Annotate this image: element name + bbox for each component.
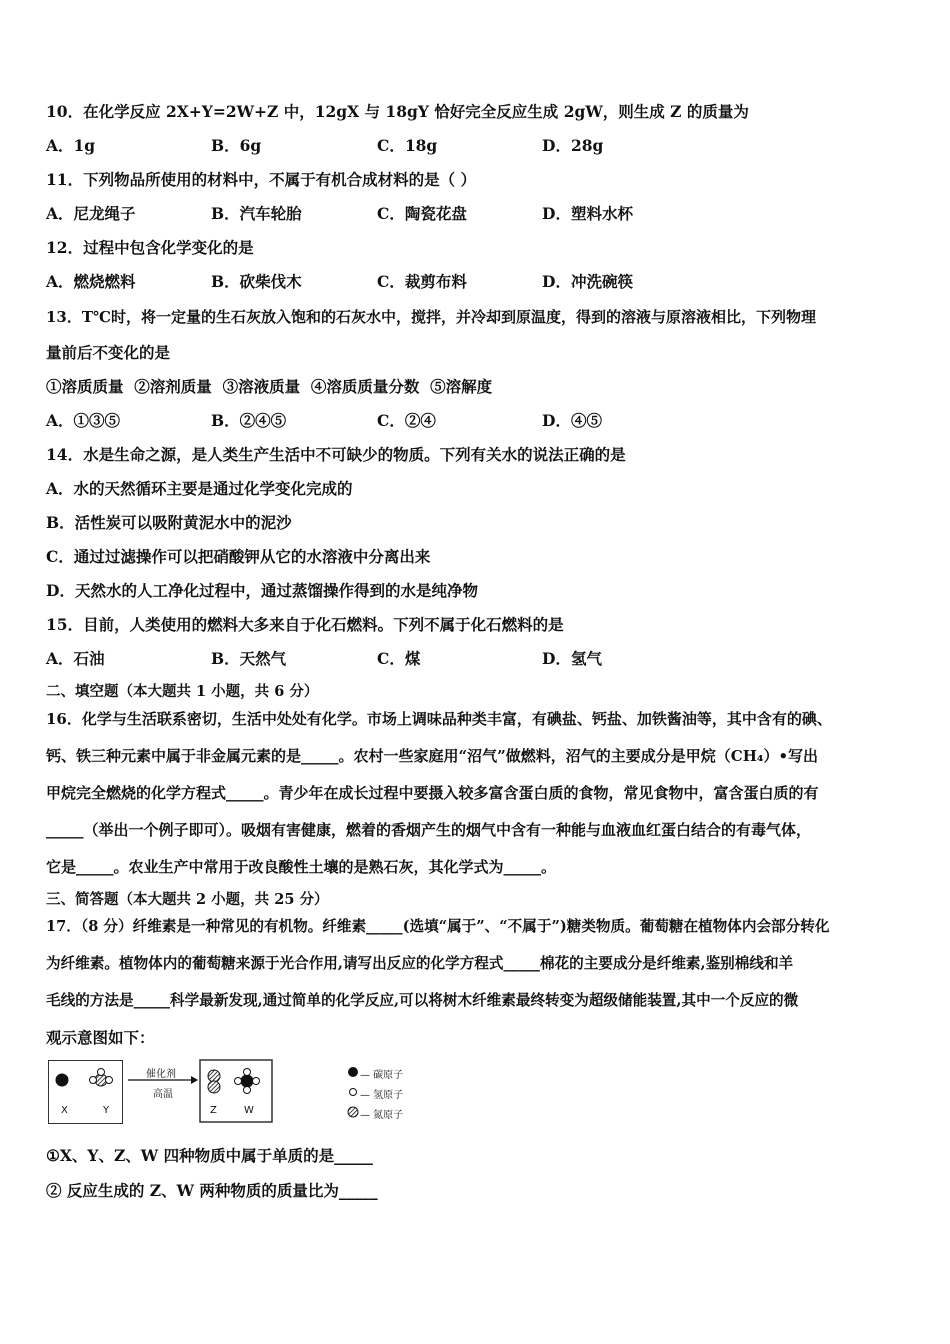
q12-option-c: C．裁剪布料 — [377, 272, 467, 291]
q14-option-a: A．水的天然循环主要是通过化学变化完成的 — [46, 479, 353, 498]
q11-stem: 11．下列物品所使用的材料中，不属于有机合成材料的是（ ） — [46, 170, 476, 189]
q10-stem: 10．在化学反应 2X+Y=2W+Z 中，12gX 与 18gY 恰好完全反应生成 2gW，则生成 Z 的质量为 — [46, 102, 749, 121]
label-y: Y — [103, 1105, 110, 1116]
q13-stem-line1: 13．T℃时，将一定量的生石灰放入饱和的石灰水中，搅拌，并冷却到原温度，得到的溶液与原溶液相比，下列物理 — [46, 308, 817, 326]
q13-items: ①溶质质量 ②溶剂质量 ③溶液质量 ④溶质质量分数 ⑤溶解度 — [46, 377, 493, 396]
q15-stem: 15．目前，人类使用的燃料大多来自于化石燃料。下列不属于化石燃料的是 — [46, 615, 564, 634]
q14-option-d: D．天然水的人工净化过程中，通过蒸馏操作得到的水是纯净物 — [46, 581, 478, 600]
q15-option-a: A．石油 — [46, 649, 105, 668]
q13-stem-line2: 量前后不变化的是 — [46, 343, 171, 362]
section-2-heading: 二、填空题（本大题共 1 小题，共 6 分） — [46, 683, 319, 700]
q11-option-b: B．汽车轮胎 — [211, 204, 302, 223]
q12-option-a: A．燃烧燃料 — [46, 272, 136, 291]
q11-option-a: A．尼龙绳子 — [46, 204, 136, 223]
q16-line3: 甲烷完全燃烧的化学方程式_____。青少年在成长过程中要摄入较多富含蛋白质的食物，常见食物中，富含蛋白质的有 — [46, 784, 819, 802]
q11-option-c: C．陶瓷花盘 — [377, 204, 467, 223]
q17-line2: 为纤维素。植物体内的葡萄糖来源于光合作用,请写出反应的化学方程式_____棉花的主要成分是纤维素,鉴别棉线和羊 — [46, 955, 794, 972]
legend-hydrogen: — 氢原子 — [360, 1090, 404, 1101]
q14-option-c: C．通过过滤操作可以把硝酸钾从它的水溶液中分离出来 — [46, 547, 431, 566]
reaction-diagram — [48, 1058, 428, 1130]
legend-nitrogen-symbol — [348, 1107, 358, 1117]
q14-option-b: B．活性炭可以吸附黄泥水中的泥沙 — [46, 513, 292, 532]
q12-option-d: D．冲洗碗筷 — [542, 272, 633, 291]
ammonia-molecule — [90, 1069, 113, 1087]
q13-option-a: A．①③⑤ — [46, 411, 121, 430]
legend-hydrogen-symbol — [350, 1089, 357, 1096]
methane-molecule — [235, 1069, 260, 1094]
q17-sub1: ①X、Y、Z、W 四种物质中属于单质的是_____ — [46, 1146, 373, 1165]
q16-line4: _____（举出一个例子即可）。吸烟有害健康，燃着的香烟产生的烟气中含有一种能与血液血红蛋白结合的有毒气体， — [46, 821, 812, 839]
q15-option-d: D．氢气 — [542, 649, 602, 668]
q17-line1: 17．（8 分）纤维素是一种常见的有机物。纤维素_____(选填“属于”、“不属于”)糖类物质。葡萄糖在植物体内会部分转化 — [46, 918, 830, 935]
legend-carbon: — 碳原子 — [360, 1070, 404, 1081]
q17-line3: 毛线的方法是_____科学最新发现,通过简单的化学反应,可以将树木纤维素最终转变为超级储能装置,其中一个反应的微 — [46, 992, 799, 1009]
q10-option-b: B．6g — [211, 136, 262, 155]
arrow-head — [191, 1076, 198, 1084]
q16-line1: 16．化学与生活联系密切，生活中处处有化学。市场上调味品种类丰富，有碘盐、钙盐、加铁酱油等，其中含有的碘、 — [46, 710, 832, 728]
q13-option-c: C．②④ — [377, 411, 436, 430]
q13-option-b: B．②④⑤ — [211, 411, 287, 430]
q12-stem: 12．过程中包含化学变化的是 — [46, 238, 254, 257]
q17-sub2: ② 反应生成的 Z、W 两种物质的质量比为_____ — [46, 1181, 378, 1200]
q13-option-d: D．④⑤ — [542, 411, 602, 430]
q15-option-b: B．天然气 — [211, 649, 287, 668]
q10-option-d: D．28g — [542, 136, 604, 155]
catalyst-label: 催化剂 — [146, 1069, 176, 1080]
q10-option-c: C．18g — [377, 136, 438, 155]
condition-label: 高温 — [153, 1089, 173, 1100]
q12-option-b: B．砍柴伐木 — [211, 272, 302, 291]
label-z: Z — [210, 1105, 217, 1116]
q16-line2: 钙、铁三种元素中属于非金属元素的是_____。农村一些家庭用“沼气”做燃料，沼气的主要成分是甲烷（CH₄）•写出 — [46, 747, 819, 765]
q17-line4: 观示意图如下： — [46, 1028, 155, 1047]
label-w: W — [244, 1105, 254, 1116]
legend-carbon-symbol — [348, 1067, 358, 1077]
section-3-heading: 三、简答题（本大题共 2 小题，共 25 分） — [46, 891, 329, 908]
q14-stem: 14．水是生命之源，是人类生产生活中不可缺少的物质。下列有关水的说法正确的是 — [46, 445, 626, 464]
carbon-atom-x — [56, 1074, 69, 1087]
label-x: X — [61, 1105, 68, 1116]
q11-option-d: D．塑料水杯 — [542, 204, 633, 223]
q10-option-a: A．1g — [46, 136, 96, 155]
nitrogen-molecule — [208, 1070, 220, 1093]
legend-nitrogen: — 氮原子 — [360, 1110, 404, 1121]
q16-line5: 它是_____。农业生产中常用于改良酸性土壤的是熟石灰，其化学式为_____。 — [46, 858, 557, 876]
q15-option-c: C．煤 — [377, 649, 421, 668]
